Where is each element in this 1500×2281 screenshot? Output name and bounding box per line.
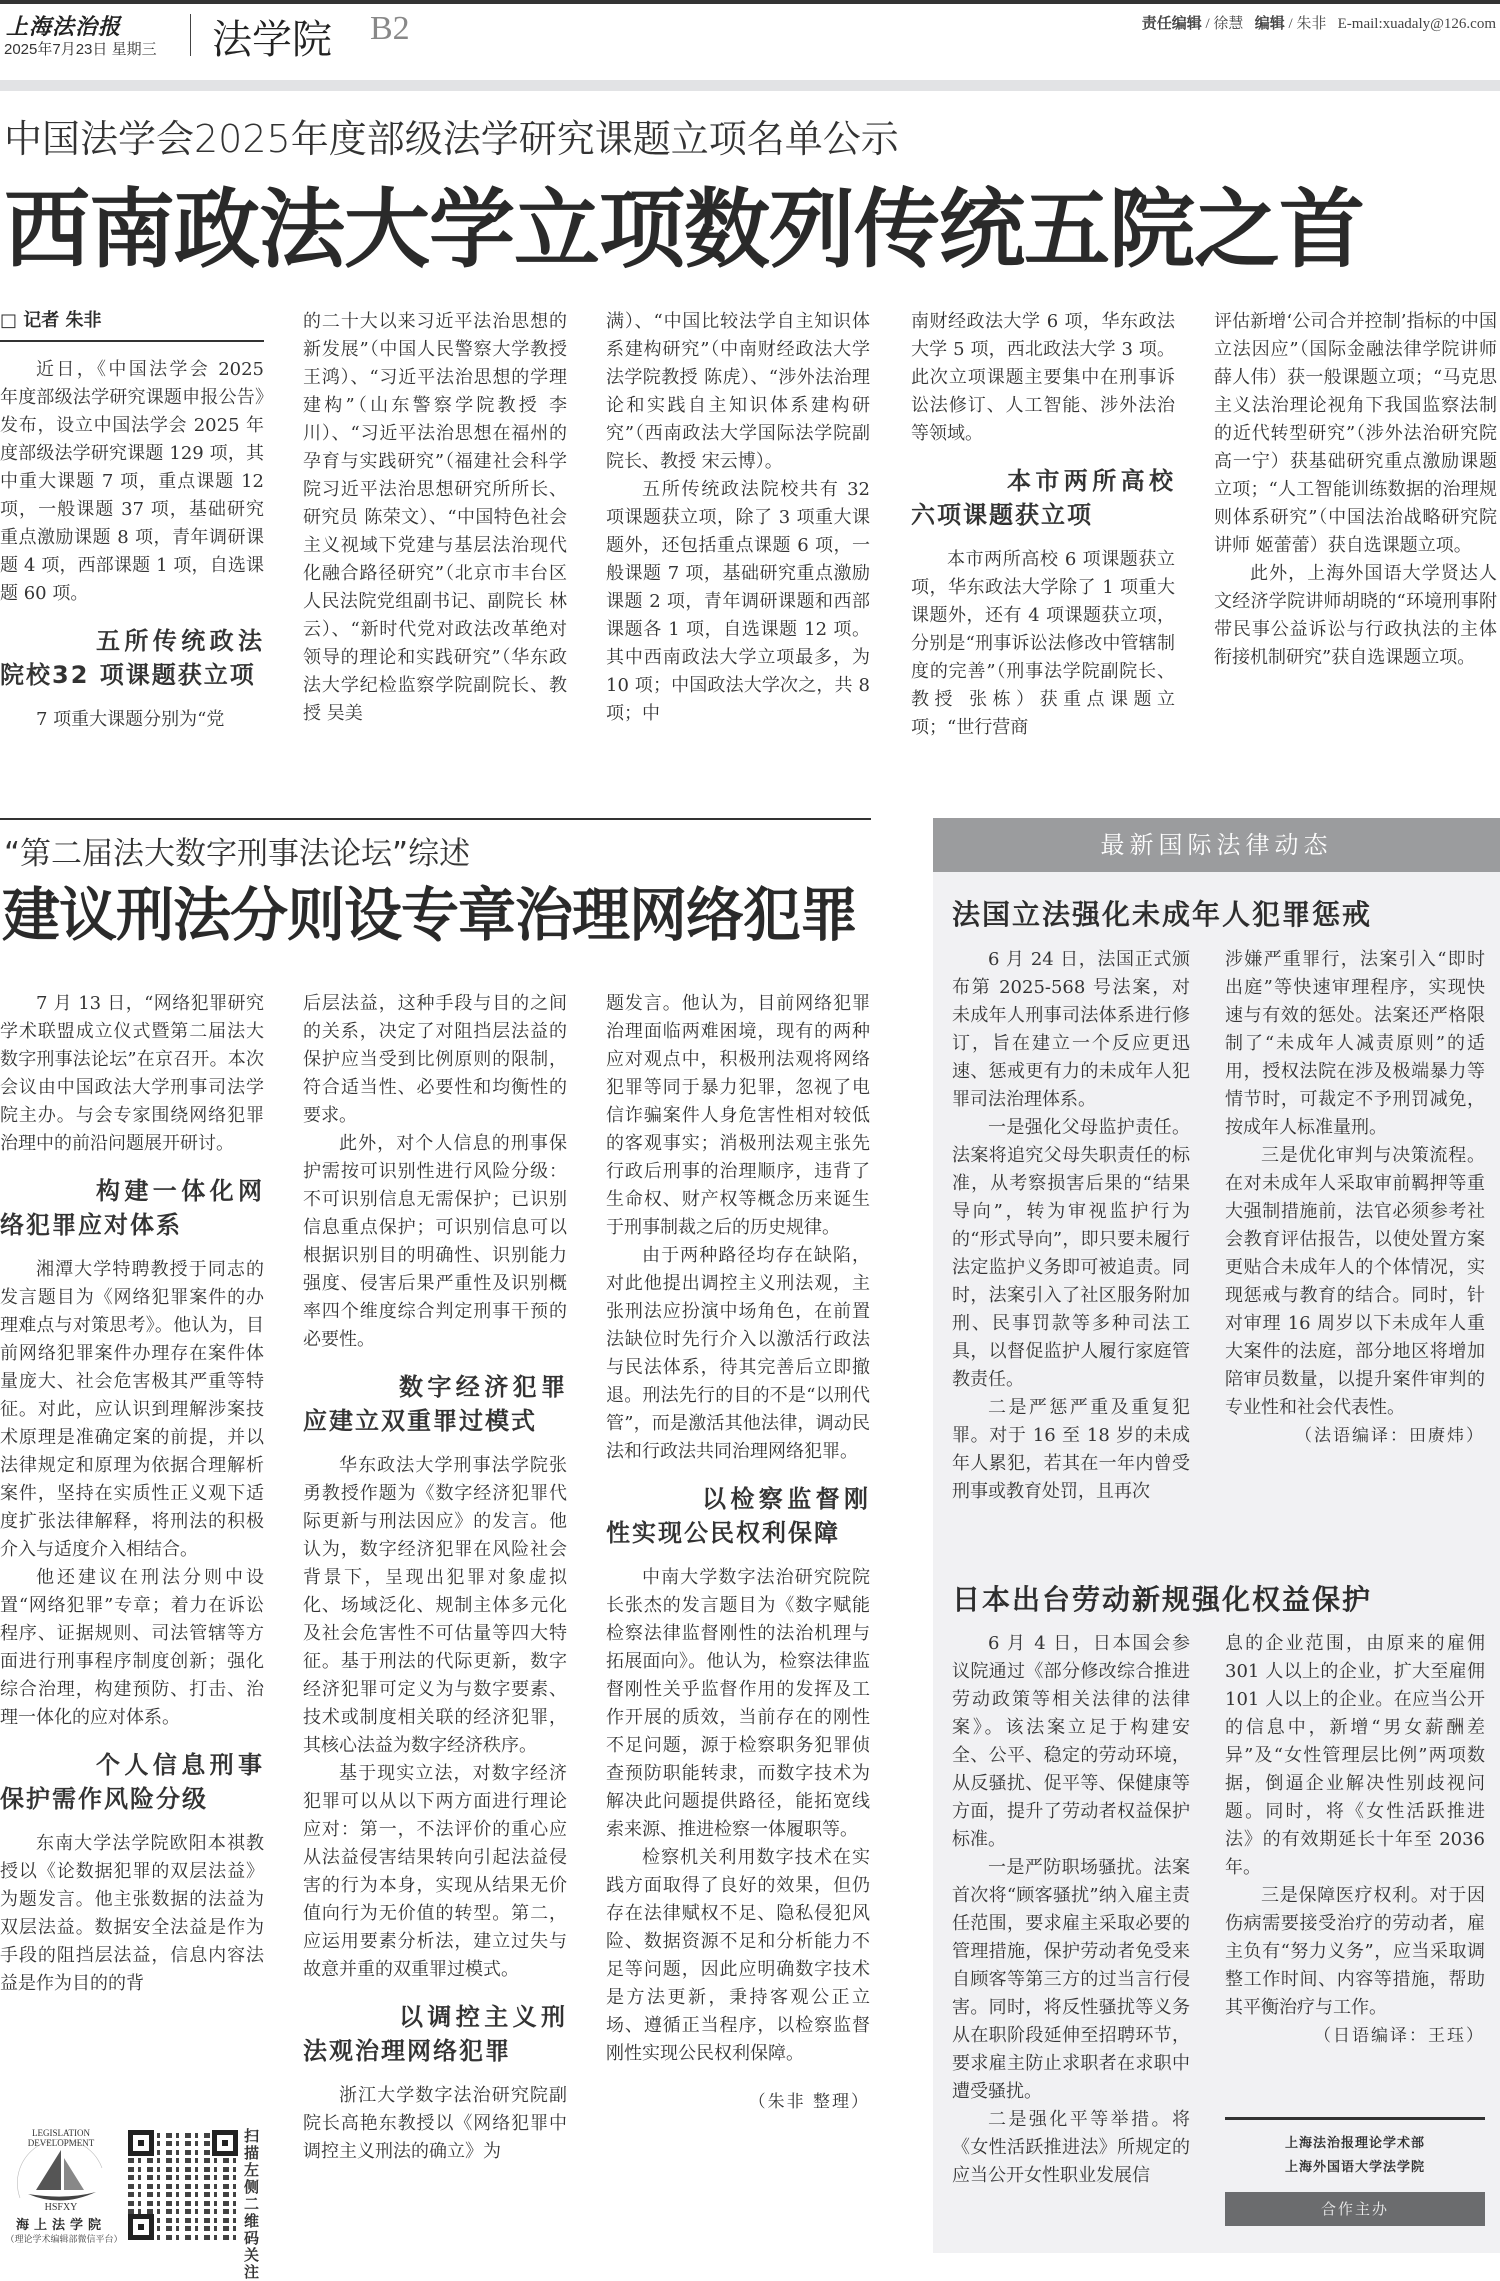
- paragraph: 满）、“中国比较法学自主知识体系建构研究”（中南财经政法大学法学院教授 陈虎）、“涉外法治理论和实践自主知识体系建构研究”（西南政法大学国际法学院副院长、教授 宋云博）。: [606, 311, 870, 472]
- paragraph: 中南大学数字法治研究院院长张杰的发言题目为《数字赋能检察法律监督刚性的法治机理与拓展面向》。他认为，检察法律监督刚性关乎监督作用的发挥及工作开展的质效，当前存在的刚性不足问题，源于检察职务犯罪侦查预防职能转隶，而数字技术为解决此问题提供路径，能拓宽线索来源、推进检察一体履职等。: [606, 1567, 870, 1840]
- paragraph: 二是严惩严重及重复犯罪。对于 16 至 18 岁的未成年人累犯，若其在一年内曾受刑事或教育处罚，且再次: [952, 1397, 1190, 1502]
- forum-article-headline: 建议刑法分则设专章治理网络犯罪: [2, 881, 858, 949]
- sidebar-title: 最新国际法律动态: [933, 818, 1500, 872]
- qr-caption: 扫描左侧二维码关注: [244, 2127, 260, 2281]
- paragraph: 二是强化平等举措。将《女性活跃推进法》所规定的应当公开女性职业发展信: [952, 2109, 1190, 2186]
- paragraph: 7 月 13 日，“网络犯罪研究学术联盟成立仪式暨第二届法大数字刑事法论坛”在京召开。本次会议由中国政法大学刑事司法学院主办。与会专家围绕网络犯罪治理中的前沿问题展开研讨。: [0, 993, 264, 1154]
- forum-article-column-2: [303, 990, 567, 2166]
- article-divider: [0, 818, 871, 820]
- paragraph: 华东政法大学刑事法学院张勇教授作题为《数字经济犯罪代际更新与刑法因应》的发言。他认为，数字经济犯罪在风险社会背景下，呈现出犯罪对象虚拟化、场域泛化、规制主体多元化及社会危害性不可估量等四大特征。基于刑法的代际更新，数字经济犯罪可定义为与数字要素、技术或制度相关联的经济犯罪，其核心法益为数字经济秩序。: [303, 1455, 567, 1756]
- paragraph: 息的企业范围，由原来的雇佣 301 人以上的企业，扩大至雇佣 101 人以上的企业。在应当公开的信息中，新增“男女薪酬差异”及“女性管理层比例”两项数据，倒逼企业解决性别歧视问题。同时，将《女性活跃推进法》的有效期延长十年至 2036 年。: [1225, 1633, 1485, 1878]
- logo-ring-text: LEGISLATION DEVELOPMENT: [27, 2128, 95, 2148]
- paragraph: 6 月 24 日，法国正式颁布第 2025-568 号法案，对未成年人刑事司法体系进行修订，旨在建立一个反应更迅速、惩戒更有力的未成年人犯罪司法治理体系。: [952, 949, 1190, 1110]
- france-article-column-1: [952, 946, 1190, 1506]
- byline: □ 记者 朱非: [0, 306, 264, 342]
- top-article-column-4: [911, 308, 1175, 742]
- forum-article-kicker: “第二届法大数字刑事法论坛”综述: [4, 836, 471, 872]
- hsfxy-logo: [5, 2128, 123, 2246]
- co-organizer-label: 合作主办: [1225, 2192, 1485, 2226]
- page-number: B2: [370, 10, 410, 47]
- organizer-1: 上海法治报理论学术部: [1284, 2136, 1425, 2151]
- paragraph: 由于两种路径均存在缺陷，对此他提出调控主义刑法观，主张刑法应扮演中场角色，在前置法缺位时先行介入以激活行政法与民法体系，待其完善后立即撤退。刑法先行的目的不是“以刑代管”，而是激活其他法律，调动民法和行政法共同治理网络犯罪。: [606, 1245, 870, 1462]
- chief-editor-label: 责任编辑: [1141, 16, 1202, 32]
- top-article-column-5: [1214, 308, 1497, 672]
- paragraph: 此外，对个人信息的刑事保护需按可识别性进行风险分级：不可识别信息无需保护；已识别信息重点保护；可识别信息可以根据识别目的明确性、识别能力强度、侵害后果严重性及识别概率四个维度综合判定刑事干预的必要性。: [303, 1133, 567, 1350]
- editor-label: 编辑: [1254, 16, 1285, 32]
- paragraph: 基于现实立法，对数字经济犯罪可以从以下两方面进行理论应对：第一，不法评价的重心应从法益侵害结果转向引起法益侵害的行为本身，实现从结果无价值向行为无价值的转型。第二，应运用要素分析法，建立过失与故意并重的双重罪过模式。: [303, 1763, 567, 1980]
- paragraph: 湘潭大学特聘教授于同志的发言题目为《网络犯罪案件的办理难点与对策思考》。他认为，目前网络犯罪案件办理存在案件体量庞大、社会危害极其严重等特征。对此，应认识到理解涉案技术原理是准确定案的前提，并以法律规定和原理为依据合理解析案件，坚持在实质性正义观下适度扩张法律解释，将刑法的积极介入与适度介入相结合。: [0, 1259, 264, 1560]
- paragraph: 一是强化父母监护责任。法案将追究父母失职责任的标准，从考察损害后果的“结果导向”，转为审视监护行为的“形式导向”，即只要未履行法定监护义务即可被追责。同时，法案引入了社区服务附加刑、民事罚款等多种司法工具，以督促监护人履行家庭管教责任。: [952, 1117, 1190, 1390]
- paragraph: 涉嫌严重罪行，法案引入“即时出庭”等快速审理程序，实现快速与有效的惩处。法案还严格限制了“未成年人减责原则”的适用，授权法院在涉及极端暴力等情节时，可裁定不予刑罚减免，按成年人标准量刑。: [1225, 949, 1485, 1138]
- paragraph: 五所传统政法院校共有 32 项课题获立项，除了 3 项重大课题外，还包括重点课题 6 项，一般课题 7 项，基础研究重点激励课题 2 项，青年调研课题和西部课题各 1 项，自选课题 12 项。其中西南政法大学立项最多，为 10 项；中国政法大学次之，共 8 项；中: [606, 479, 870, 724]
- top-rule: [0, 0, 1500, 4]
- paragraph: 此外，上海外国语大学贤达人文经济学院讲师胡晓的“环境刑事附带民事公益诉讼与行政执法的主体衔接机制研究”获自选课题立项。: [1214, 563, 1497, 668]
- translator-credit: （日语编译：王珏）: [1314, 2026, 1485, 2046]
- subheading: 以检察监督刚性实现公民权利保障: [606, 1485, 870, 1547]
- paragraph: 本市两所高校 6 项课题获立项，华东政法大学除了 1 项重大课题外，还有 4 项课题获立项，分别是“刑事诉讼法修改中管辖制度的完善”（刑事法学院副院长、教授 张栋）获重点课题立项；“世行营商: [911, 549, 1175, 738]
- japan-article-headline: 日本出台劳动新规强化权益保护: [952, 1583, 1373, 1616]
- editor-credits: 责任编辑 / 徐慧 编辑 / 朱非 E-mail:xuadaly@126.com: [1141, 16, 1496, 32]
- newspaper-logo: 上海法治报: [6, 14, 122, 40]
- forum-article-column-3: [606, 990, 870, 2116]
- editor-email: E-mail:xuadaly@126.com: [1337, 16, 1496, 32]
- paragraph: 后层法益，这种手段与目的之间的关系，决定了对阻挡层法益的保护应当受到比例原则的限制，符合适当性、必要性和均衡性的要求。: [303, 993, 567, 1126]
- top-article-kicker: 中国法学会2025年度部级法学研究课题立项名单公示: [4, 117, 899, 161]
- paragraph: 三是保障医疗权利。对于因伤病需要接受治疗的劳动者，雇主负有“努力义务”，应当采取调整工作时间、内容等措施，帮助其平衡治疗与工作。: [1225, 1885, 1485, 2018]
- paragraph: 题发言。他认为，目前网络犯罪治理面临两难困境，现有的两种应对观点中，积极刑法观将网络犯罪等同于暴力犯罪，忽视了电信诈骗案件人身危害性相对较低的客观事实；消极刑法观主张先行政后刑事的治理顺序，违背了生命权、财产权等概念历来诞生于刑事制裁之后的历史规律。: [606, 993, 870, 1238]
- top-article-column-1: [0, 356, 264, 734]
- editor: 朱非: [1296, 16, 1327, 32]
- logo-name: 海上法学院: [15, 2218, 106, 2233]
- paragraph: 东南大学法学院欧阳本祺教授以《论数据犯罪的双层法益》为题发言。他主张数据的法益为双层法益。数据安全法益是作为手段的阻挡层法益，信息内容法益是作为目的的背: [0, 1833, 264, 1994]
- header-band: [0, 80, 1500, 91]
- organizer-2: 上海外国语大学法学院: [1284, 2160, 1425, 2175]
- paragraph: 评估新增‘公司合并控制’指标的中国立法因应”（国际金融法律学院讲师 薛人伟）获一般课题立项；“马克思主义法治理论视角下我国监察法制的近代转型研究”（涉外法治研究院 高一宁）获基础研究重点激励课题立项；“人工智能训练数据的治理规则体系研究”（中国法治战略研究院讲师 姬蕾蕾）获自选课题立项。: [1214, 311, 1497, 556]
- translator-credit: （法语编译：田赓炜）: [1295, 1426, 1485, 1446]
- organizer-divider: [1225, 2117, 1485, 2120]
- subheading: 构建一体化网络犯罪应对体系: [0, 1177, 264, 1239]
- subheading: 本市两所高校六项课题获立项: [911, 467, 1175, 529]
- subheading: 个人信息刑事保护需作风险分级: [0, 1751, 264, 1813]
- translator-credit: （朱非 整理）: [748, 2092, 870, 2112]
- qr-finder-icon: [128, 2130, 154, 2156]
- japan-article-column-1: [952, 1630, 1190, 2190]
- logo-caption: （理论学术编辑部微信平台）: [5, 2235, 123, 2245]
- paragraph: 6 月 4 日，日本国会参议院通过《部分修改综合推进劳动政策等相关法律的法律案》。该法案立足于构建安全、公平、稳定的劳动环境，从反骚扰、促平等、保健康等方面，提升了劳动者权益保护标准。: [952, 1633, 1190, 1850]
- france-article-column-2: [1225, 946, 1485, 1450]
- paragraph: 近日，《中国法学会 2025 年度部级法学研究课题申报公告》发布，设立中国法学会 2025 年度部级法学研究课题 129 项，其中重大课题 7 项，重点课题 12 项，一般课题 37 项，基础研究重点激励课题 8 项，青年调研课题 4 项，西部课题 1 项，自选课题 60 项。: [0, 359, 264, 604]
- paragraph: 南财经政法大学 6 项，华东政法大学 5 项，西北政法大学 3 项。此次立项课题主要集中在刑事诉讼法修订、人工智能、涉外法治等领域。: [911, 311, 1175, 444]
- paragraph: 一是严防职场骚扰。法案首次将“顾客骚扰”纳入雇主责任范围，要求雇主采取必要的管理措施，保护劳动者免受来自顾客等第三方的过当言行侵害。同时，将反性骚扰等义务从在职阶段延伸至招聘环节，要求雇主防止求职者在求职中遭受骚扰。: [952, 1857, 1190, 2102]
- paragraph: 浙江大学数字法治研究院副院长高艳东教授以《网络犯罪中调控主义刑法的确立》为: [303, 2085, 567, 2162]
- top-article-column-3: [606, 308, 870, 728]
- issue-date: 2025年7月23日 星期三: [4, 41, 157, 58]
- paragraph: 检察机关利用数字技术在实践方面取得了良好的效果，但仍存在法律赋权不足、隐私侵犯风险、数据资源不足和分析能力不足等问题，因此应明确数字技术是方法更新，秉持客观公正立场、遵循正当程序，以检察监督刚性实现公民权利保障。: [606, 1847, 870, 2064]
- top-article-column-2: [303, 308, 567, 728]
- paragraph: 三是优化审判与决策流程。在对未成年人采取审前羁押等重大强制措施前，法官必须参考社会教育评估报告，以使处置方案更贴合未成年人的个体情况，实现惩戒与教育的结合。同时，针对审理 16 周岁以下未成年人重大案件的法庭，部分地区将增加陪审员数量，以提升案件审判的专业性和社会代表性。: [1225, 1145, 1485, 1418]
- subheading: 五所传统政法院校32 项课题获立项: [0, 627, 264, 689]
- subheading: 数字经济犯罪应建立双重罪过模式: [303, 1373, 567, 1435]
- paragraph: 7 项重大课题分别为“党: [36, 709, 225, 730]
- qr-finder-icon: [212, 2130, 238, 2156]
- forum-article-column-1: [0, 990, 264, 1998]
- chief-editor: 徐慧: [1213, 16, 1244, 32]
- subheading: 以调控主义刑法观治理网络犯罪: [303, 2003, 567, 2065]
- france-article-headline: 法国立法强化未成年人犯罪惩戒: [952, 898, 1373, 931]
- qr-finder-icon: [128, 2214, 154, 2240]
- section-name: 法学院: [212, 17, 332, 63]
- japan-article-column-2: [1225, 1630, 1485, 2050]
- masthead-divider: [190, 14, 191, 56]
- top-article-headline: 西南政法大学立项数列传统五院之首: [4, 179, 1364, 280]
- logo-abbr: HSFXY: [44, 2202, 78, 2213]
- paragraph: 他还建议在刑法分则中设置“网络犯罪”专章；着力在诉讼程序、证据规则、司法管辖等方面进行刑事程序制度创新；强化综合治理，构建预防、打击、治理一体化的应对体系。: [0, 1567, 264, 1728]
- paragraph: 的二十大以来习近平法治思想的新发展”（中国人民警察大学教授 王鸿）、“习近平法治思想的学理建构”（山东警察学院教授 李川）、“习近平法治思想在福州的孕育与实践研究”（福建社会科学院习近平法治思想研究所所长、研究员 陈荣文）、“中国特色社会主义视域下党建与基层法治现代化融合路径研究”（北京市丰台区人民法院党组副书记、副院长 林云）、“新时代党对政法改革绝对领导的理论和实践研究”（华东政法大学纪检监察学院副院长、教授 吴美: [303, 311, 567, 724]
